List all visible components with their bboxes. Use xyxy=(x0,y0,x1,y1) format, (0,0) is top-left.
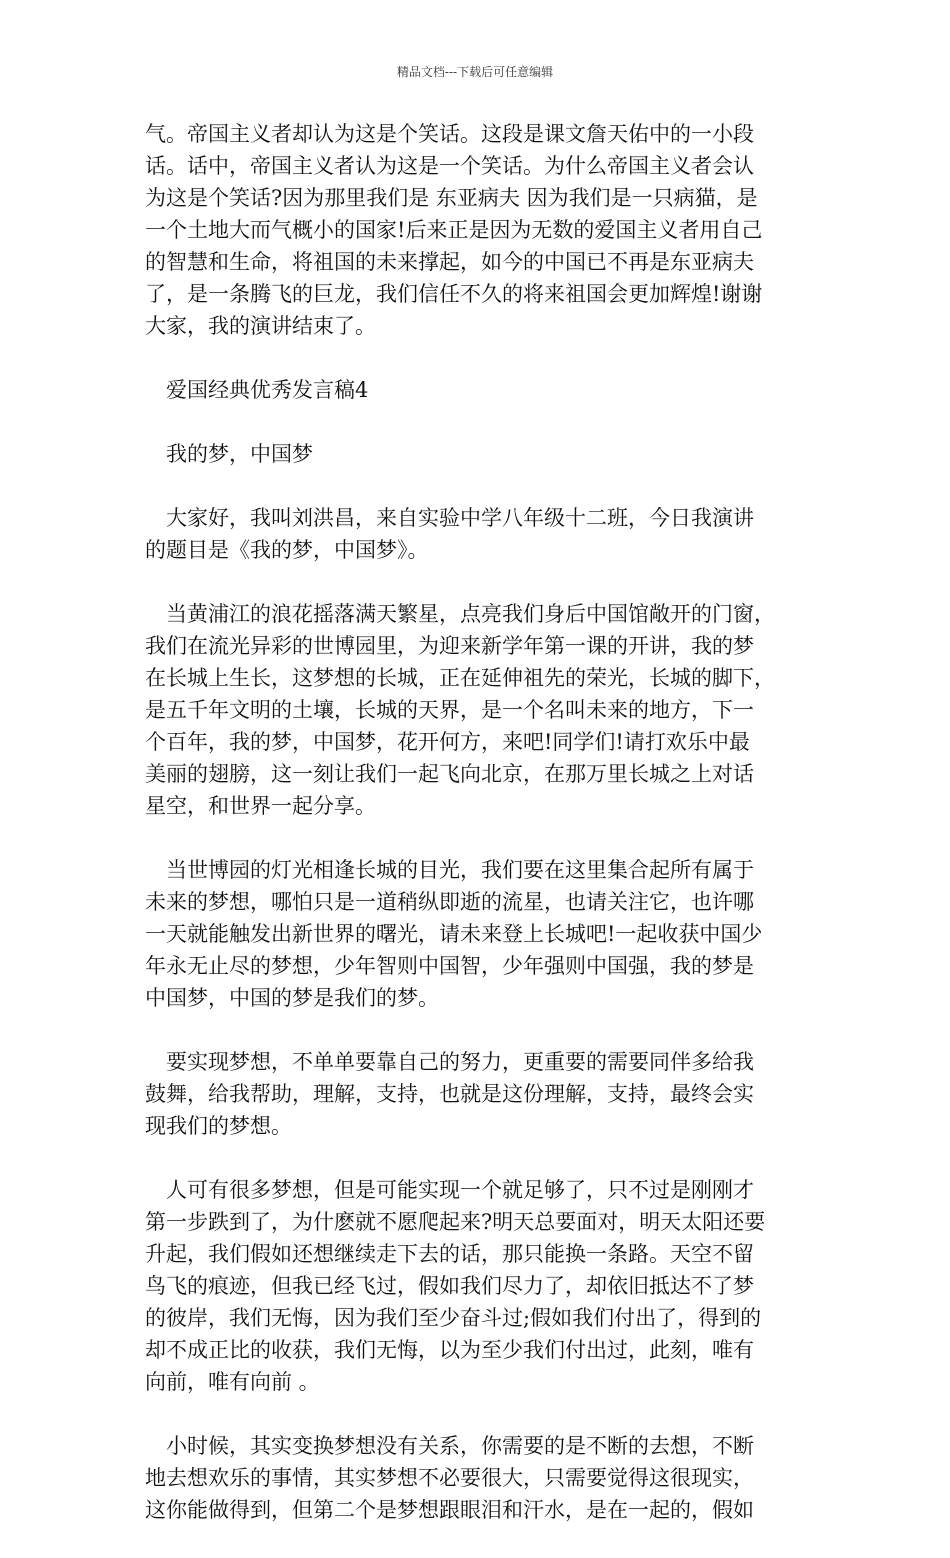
text-line: 个百年，我的梦，中国梦，花开何方，来吧!同学们!请打欢乐中最 xyxy=(145,730,750,754)
document-body xyxy=(145,118,810,1558)
text-line: 升起，我们假如还想继续走下去的话，那只能换一条路。天空不留 xyxy=(145,1242,754,1266)
text-line: 的题目是《我的梦，中国梦》。 xyxy=(145,538,429,562)
paragraph xyxy=(145,502,810,566)
text-line: 当黄浦江的浪花摇落满天繁星，点亮我们身后中国馆敞开的门窗， xyxy=(145,602,775,626)
text-line: 鼓舞，给我帮助，理解，支持，也就是这份理解，支持，最终会实 xyxy=(145,1082,754,1106)
paragraph xyxy=(145,598,810,822)
text-line: 的智慧和生命，将祖国的未来撑起，如今的中国已不再是东亚病夫 xyxy=(145,250,754,274)
text-line: 第一步跌到了，为什麽就不愿爬起来?明天总要面对，明天太阳还要 xyxy=(145,1210,766,1234)
text-line: 中国梦，中国的梦是我们的梦。 xyxy=(145,986,439,1010)
text-line: 向前，唯有向前 。 xyxy=(145,1370,320,1394)
paragraph xyxy=(145,438,810,470)
paragraph xyxy=(145,118,810,342)
text-line: 地去想欢乐的事情，其实梦想不必要很大，只需要觉得这很现实， xyxy=(145,1466,754,1490)
text-line: 爱国经典优秀发言稿4 xyxy=(145,378,369,402)
text-line: 在长城上生长，这梦想的长城，正在延伸祖先的荣光，长城的脚下， xyxy=(145,666,775,690)
text-line: 了，是一条腾飞的巨龙，我们信任不久的将来祖国会更加辉煌!谢谢 xyxy=(145,282,763,306)
text-line: 小时候，其实变换梦想没有关系，你需要的是不断的去想，不断 xyxy=(145,1434,754,1458)
text-line: 大家好，我叫刘洪昌，来自实验中学八年级十二班，今日我演讲 xyxy=(145,506,754,530)
paragraph xyxy=(145,1046,810,1142)
text-line: 未来的梦想，哪怕只是一道稍纵即逝的流星，也请关注它，也许哪 xyxy=(145,890,754,914)
page-header: 精品文档---下载后可任意编辑 xyxy=(396,65,554,79)
text-line: 却不成正比的收获，我们无悔，以为至少我们付出过，此刻，唯有 xyxy=(145,1338,754,1362)
text-line: 的彼岸，我们无悔，因为我们至少奋斗过;假如我们付出了，得到的 xyxy=(145,1306,762,1330)
text-line: 为这是个笑话?因为那里我们是 东亚病夫 因为我们是一只病猫，是 xyxy=(145,186,758,210)
text-line: 美丽的翅膀，这一刻让我们一起飞向北京，在那万里长城之上对话 xyxy=(145,762,754,786)
text-line: 当世博园的灯光相逢长城的目光，我们要在这里集合起所有属于 xyxy=(145,858,754,882)
paragraph xyxy=(145,374,810,406)
text-line: 年永无止尽的梦想，少年智则中国智，少年强则中国强，我的梦是 xyxy=(145,954,754,978)
text-line: 这你能做得到，但第二个是梦想跟眼泪和汗水，是在一起的，假如 xyxy=(145,1498,754,1522)
text-line: 大家，我的演讲结束了。 xyxy=(145,314,376,338)
paragraph xyxy=(145,1430,810,1526)
paragraph xyxy=(145,1174,810,1398)
text-line: 要实现梦想，不单单要靠自己的努力，更重要的需要同伴多给我 xyxy=(145,1050,754,1074)
text-line: 星空，和世界一起分享。 xyxy=(145,794,376,818)
paragraph xyxy=(145,854,810,1014)
text-line: 话。话中，帝国主义者认为这是一个笑话。为什么帝国主义者会认 xyxy=(145,154,754,178)
text-line: 现我们的梦想。 xyxy=(145,1114,292,1138)
text-line: 一天就能触发出新世界的曙光，请未来登上长城吧!一起收获中国少 xyxy=(145,922,763,946)
text-line: 一个土地大而气概小的国家!后来正是因为无数的爱国主义者用自己 xyxy=(145,218,763,242)
text-line: 我们在流光异彩的世博园里，为迎来新学年第一课的开讲，我的梦 xyxy=(145,634,754,658)
text-line: 是五千年文明的土壤，长城的天界，是一个名叫未来的地方，下一 xyxy=(145,698,754,722)
text-line: 我的梦，中国梦 xyxy=(145,442,313,466)
text-line: 人可有很多梦想，但是可能实现一个就足够了，只不过是刚刚才 xyxy=(145,1178,754,1202)
text-line: 鸟飞的痕迹，但我已经飞过，假如我们尽力了，却依旧抵达不了梦 xyxy=(145,1274,754,1298)
text-line: 气。帝国主义者却认为这是个笑话。这段是课文詹天佑中的一小段 xyxy=(145,122,754,146)
